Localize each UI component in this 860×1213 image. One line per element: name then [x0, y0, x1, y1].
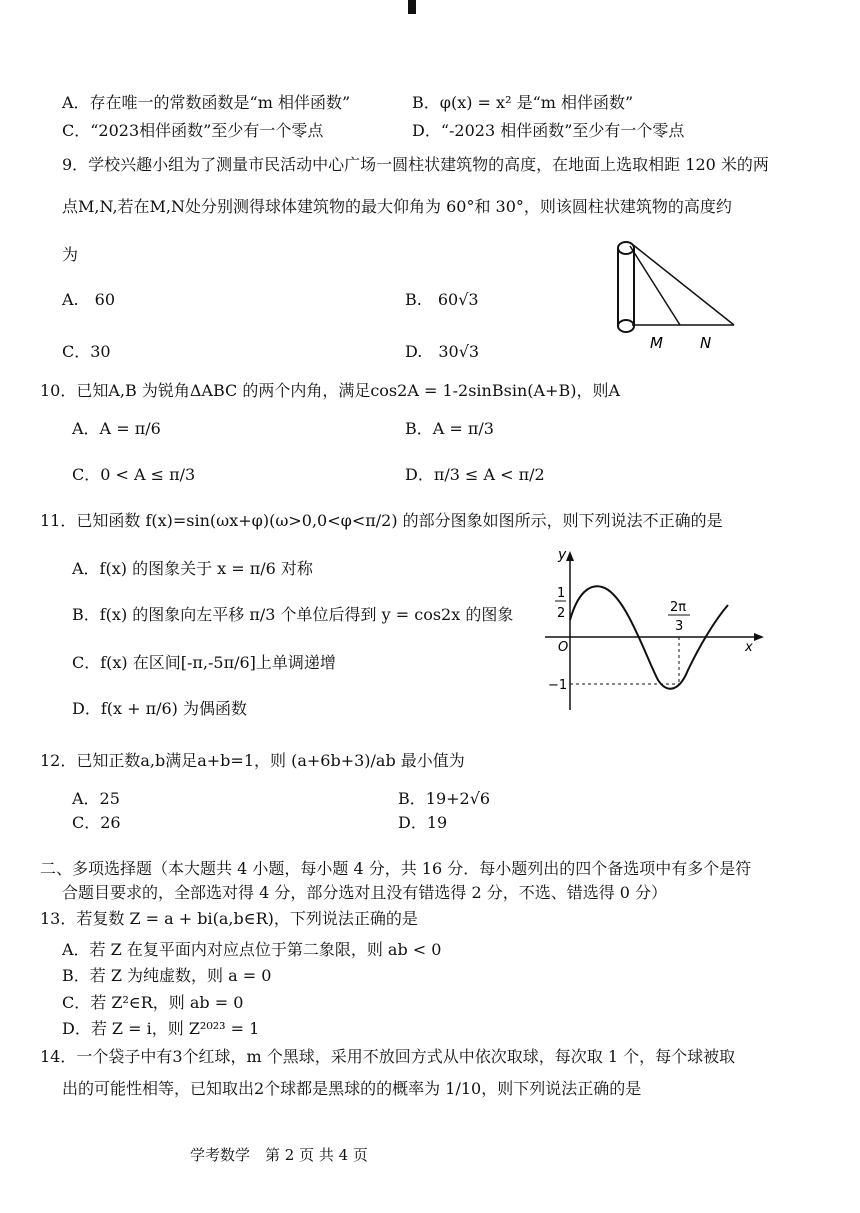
q13-option-a: A．若 Z 在复平面内对应点位于第二象限，则 ab < 0: [62, 940, 442, 959]
q13-option-b: B．若 Z 为纯虚数，则 a = 0: [62, 966, 272, 985]
y-axis-arrow-icon: [566, 551, 574, 561]
q9-option-d: D. 30√3: [405, 342, 480, 361]
q8-option-a: A．存在唯一的常数函数是“m 相伴函数”: [62, 93, 351, 112]
page-footer: 学考数学 第 2 页 共 4 页: [190, 1146, 368, 1164]
q12-stem: 12．已知正数a,b满足a+b=1，则 (a+6b+3)/ab 最小值为: [40, 751, 465, 770]
q8-option-b: B．φ(x) = x² 是“m 相伴函数”: [412, 93, 634, 112]
y-tick-numerator: 1: [557, 586, 566, 601]
section2-heading-line2: 合题目要求的，全部选对得 4 分，部分选对且没有错选得 2 分，不选、错选得 0 分）: [62, 883, 668, 902]
y-tick-denominator: 2: [557, 606, 566, 621]
q13-option-d: D．若 Z = i，则 Z²⁰²³ = 1: [62, 1019, 260, 1038]
q12-option-d: D．19: [398, 813, 448, 832]
q9-cylinder-figure: [610, 236, 750, 356]
q13-stem: 13．若复数 Z = a + bi(a,b∈R)，下列说法正确的是: [40, 909, 418, 928]
q13-option-c: C．若 Z²∈R，则 ab = 0: [62, 993, 244, 1012]
q11-option-c: C．f(x) 在区间[-π,-5π/6]上单调递增: [72, 653, 336, 672]
q14-stem-line2: 出的可能性相等，已知取出2个球都是黑球的的概率为 1/10，则下列说法正确的是: [62, 1079, 642, 1098]
x-tick-numerator: 2π: [670, 600, 687, 615]
q10-option-a: A．A = π/6: [72, 419, 161, 438]
q12-option-a: A．25: [72, 789, 120, 808]
q9-stem-line3: 为: [62, 245, 79, 264]
q10-option-d: D．π/3 ≤ A < π/2: [405, 465, 545, 484]
scan-mark: [408, 0, 416, 14]
q12-option-c: C．26: [72, 813, 121, 832]
origin-label: O: [558, 640, 569, 655]
q9-option-a: A. 60: [62, 290, 116, 309]
q9-stem-line2: 点M,N,若在M,N处分别测得球体建筑物的最大仰角为 60°和 30°，则该圆柱状建筑物的高度约: [62, 197, 732, 216]
q10-option-b: B．A = π/3: [405, 419, 494, 438]
fig-label-m: M: [650, 334, 663, 352]
q9-stem-line1: 9．学校兴趣小组为了测量市民活动中心广场一圆柱状建筑物的高度，在地面上选取相距 120 米的两: [62, 155, 769, 174]
x-axis-label: x: [745, 640, 753, 655]
x-tick-denominator: 3: [675, 619, 684, 634]
q11-stem: 11．已知函数 f(x)=sin(ωx+φ)(ω>0,0<φ<π/2) 的部分图象如图所示，则下列说法不正确的是: [40, 511, 723, 530]
q11-sine-graph: [540, 545, 770, 715]
q11-option-d: D．f(x + π/6) 为偶函数: [72, 699, 248, 718]
q8-option-c: C．“2023相伴函数”至少有一个零点: [62, 121, 324, 140]
q8-option-d: D．“-2023 相伴函数”至少有一个零点: [412, 121, 685, 140]
x-axis-arrow-icon: [754, 633, 764, 641]
fig-label-n: N: [700, 334, 712, 352]
q11-option-b: B．f(x) 的图象向左平移 π/3 个单位后得到 y = cos2x 的图象: [72, 605, 514, 624]
q9-option-c: C．30: [62, 342, 111, 361]
q10-stem: 10．已知A,B 为锐角ΔABC 的两个内角，满足cos2A = 1-2sinBsin(A+B)，则A: [40, 381, 621, 400]
section2-heading-line1: 二、多项选择题（本大题共 4 小题，每小题 4 分，共 16 分．每小题列出的四个备选项中有多个是符: [40, 859, 752, 878]
min-value-label: −1: [548, 678, 568, 693]
q10-option-c: C．0 < A ≤ π/3: [72, 465, 196, 484]
q14-stem-line1: 14．一个袋子中有3个红球，m 个黑球，采用不放回方式从中依次取球，每次取 1 个，每个球被取: [40, 1047, 736, 1066]
q12-option-b: B．19+2√6: [398, 789, 491, 808]
q9-option-b: B. 60√3: [405, 290, 479, 309]
q11-option-a: A．f(x) 的图象关于 x = π/6 对称: [72, 559, 313, 578]
y-axis-label: y: [558, 547, 567, 563]
